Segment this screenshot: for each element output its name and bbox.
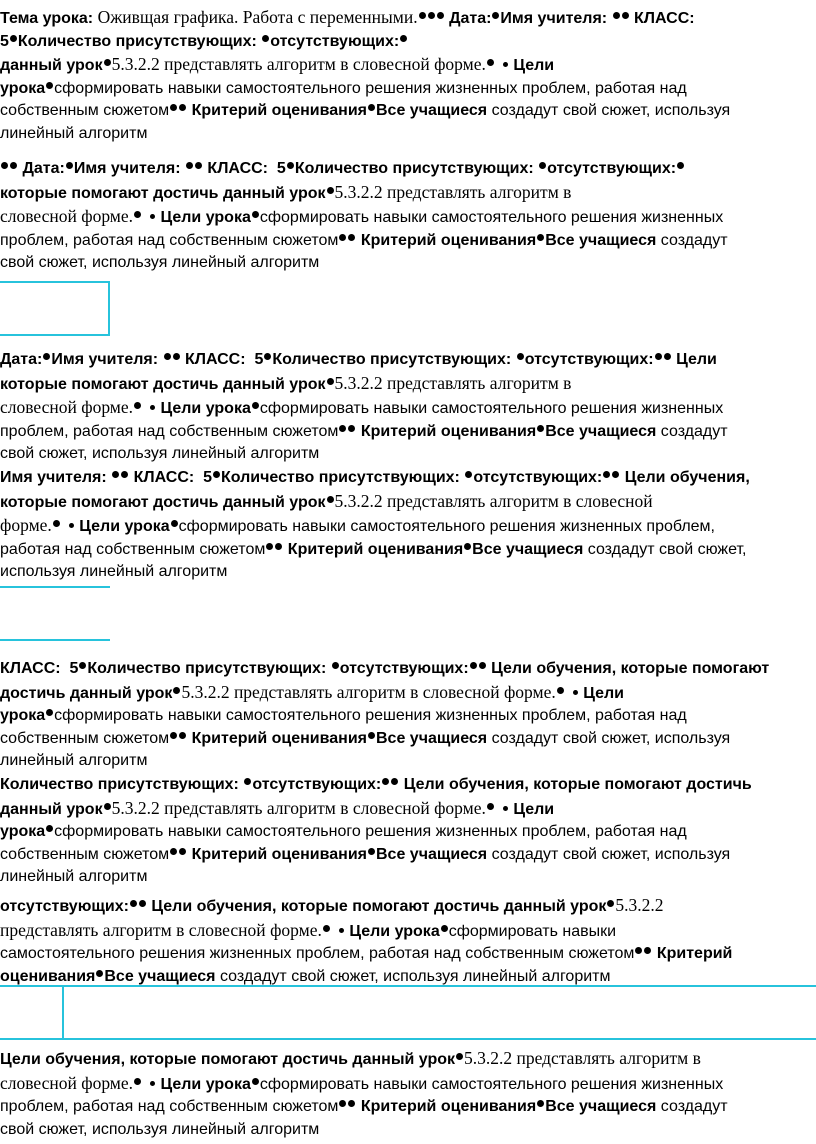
class-num: 5 <box>203 469 212 486</box>
cr-f: используя линейный алгоритм <box>0 563 228 580</box>
bullet-icon <box>348 234 355 241</box>
bullet-icon <box>655 353 662 360</box>
obj-d: форме. <box>270 919 322 940</box>
urok: урока <box>0 707 46 724</box>
class: КЛАСС: <box>133 469 195 486</box>
criterion: Критерий оценивания <box>360 1098 537 1115</box>
present: Количество присутствующих: <box>294 160 534 177</box>
bullet-icon <box>382 778 389 785</box>
bullet-icon <box>66 162 73 169</box>
cr-c: создадут <box>660 231 728 249</box>
bullet-icon <box>130 900 137 907</box>
bullet-icon <box>121 471 128 478</box>
class-num: 5 <box>254 351 264 368</box>
bullet-icon <box>173 687 180 694</box>
all-students: Все учащиеся <box>545 231 657 249</box>
cl-a: сформировать навыки самостоятельного решения жизненных проблем, работая над <box>54 707 687 724</box>
bullet-icon <box>112 471 119 478</box>
goals: Цели <box>676 351 717 368</box>
bullet-icon <box>10 162 17 169</box>
criterion: Критерий оценивания <box>360 231 537 249</box>
criterion: Критерий оценивания <box>191 102 367 119</box>
bullet-icon <box>470 662 477 669</box>
absent: отсутствующих: <box>524 351 654 368</box>
topic-label: Тема урока: <box>0 10 94 27</box>
class: КЛАСС: <box>634 10 695 27</box>
bullet-icon <box>10 35 17 42</box>
bullet-icon <box>170 732 177 739</box>
cl-d: проблем, работая над собственным сюжетом <box>0 1098 339 1115</box>
cl-a: сформировать навыки самостоятельного решения жизненных проблем, работая над <box>54 823 687 840</box>
bullet-icon <box>134 1078 141 1085</box>
topic-value: Оживщая графика. Работа с переменными. <box>97 7 418 27</box>
bullet-icon <box>464 543 471 550</box>
lesson-block-7 <box>0 894 816 988</box>
cr-a: создадут свой сюжет, используя <box>219 967 459 985</box>
class-num: 5 <box>276 160 286 177</box>
bullet-icon <box>171 520 178 527</box>
cl-e: сформировать навыки самостоятельного решения жизненных проблем, <box>178 518 715 535</box>
cr-a: создадут свой сюжет, используя <box>491 729 731 747</box>
urok: урока <box>0 823 46 840</box>
goals-lesson: Цели урока <box>160 400 251 417</box>
obj-e: 5.3.2.2 <box>615 895 664 915</box>
bullet-icon <box>612 471 619 478</box>
cr-d: свой сюжет, используя линейный алгоритм <box>0 1120 320 1138</box>
bullet-icon <box>43 353 50 360</box>
goals-lesson: Цели урока <box>160 209 251 226</box>
goals-learning-b: которые помогают достичь данный урок <box>0 184 326 202</box>
lesson-block-2 <box>0 158 816 275</box>
bullet-icon <box>327 496 334 503</box>
bullet-icon <box>479 662 486 669</box>
objective: 5.3.2.2 представлять алгоритм в словесной форме. <box>111 797 486 818</box>
bullet-icon <box>339 234 346 241</box>
bullet-icon <box>428 12 435 19</box>
bullet-icon <box>96 970 103 977</box>
cl-a: сформировать навыки самостоятельного решения жизненных проблем, работая над <box>54 79 687 97</box>
cl-c: сформировать навыки самостоятельного решения жизненных <box>259 400 724 417</box>
table-border <box>108 281 110 336</box>
bullet-icon <box>339 425 346 432</box>
criterion: Критерий оценивания <box>360 422 537 440</box>
class: КЛАСС: <box>207 160 269 177</box>
cl-h: самостоятельного решения жизненных проблем, работая над собственным сюжетом <box>0 945 635 962</box>
lesson-block-6 <box>0 774 816 889</box>
cr-d: свой сюжет, используя линейный алгоритм <box>0 445 320 462</box>
goals-learning-a: Цели обучения, <box>624 469 750 486</box>
bullet-icon <box>348 425 355 432</box>
cr-b: линейный алгоритм <box>463 967 611 985</box>
all-students: Все учащиеся <box>376 729 488 747</box>
goals-lesson: Цели урока <box>160 1075 251 1093</box>
goals-learning: Цели обучения, которые помогают достичь данный урок <box>151 898 607 915</box>
absent: отсутствующих: <box>252 776 382 793</box>
bullet-icon <box>179 732 186 739</box>
cl-d: проблем, работая над собственным сюжетом <box>0 231 339 249</box>
cl-c: сформировать навыки самостоятельного решения жизненных <box>259 1075 724 1093</box>
table-border <box>62 985 64 1039</box>
obj-g: представлять алгоритм в словесной <box>0 919 266 940</box>
date: Дата: <box>449 10 492 27</box>
cl-b: собственным сюжетом <box>0 845 170 863</box>
bullet-icon <box>517 353 524 360</box>
bullet-icon <box>170 104 177 111</box>
goals-learning-e: Цели обучения, которые помогают достичь <box>403 776 752 793</box>
bullet-icon <box>186 162 193 169</box>
goals-learning-b: которые помогают достичь данный урок <box>0 493 326 511</box>
cr-b: линейный алгоритм <box>0 124 148 142</box>
cr-a: создадут свой сюжет, используя <box>491 102 731 119</box>
bullet-icon <box>327 187 334 194</box>
bullet-icon <box>164 353 171 360</box>
obj-c: 5.3.2.2 представлять алгоритм в словесной <box>334 490 653 511</box>
obj-a: 5.3.2.2 представлять алгоритм в <box>334 181 572 202</box>
bullet-icon <box>275 543 282 550</box>
cr-c: создадут <box>660 1098 728 1115</box>
goals: Цели <box>513 57 555 74</box>
bullet-icon <box>635 947 642 954</box>
given-lesson: данный урок <box>0 800 103 818</box>
bullet-icon <box>139 900 146 907</box>
present: Количество присутствующих: <box>0 776 239 793</box>
bullet-icon <box>487 59 494 66</box>
obj-d: форме. <box>0 515 52 535</box>
bullet-icon <box>170 848 177 855</box>
bullet-icon <box>134 211 141 218</box>
table-border <box>0 639 110 641</box>
absent: отсутствующих: <box>547 160 677 177</box>
bullet-icon <box>332 662 339 669</box>
all-students: Все учащиеся <box>545 1098 657 1115</box>
bullet-icon <box>266 543 273 550</box>
bullet-icon <box>339 928 344 933</box>
absent: отсутствующих: <box>339 660 469 677</box>
bullet-icon <box>348 1100 355 1107</box>
cl-g: сформировать навыки <box>448 922 617 940</box>
bullet-icon <box>368 732 375 739</box>
table-border <box>0 334 110 336</box>
bullet-icon <box>607 900 614 907</box>
bullet-icon <box>368 104 375 111</box>
goals-learning-d: достичь данный урок <box>0 684 173 702</box>
bullet-icon <box>195 162 202 169</box>
bullet-icon <box>46 82 53 89</box>
bullet-icon <box>252 1078 259 1085</box>
cl-b: собственным сюжетом <box>0 102 170 119</box>
bullet-icon <box>400 35 407 42</box>
bullet-icon <box>677 162 684 169</box>
bullet-icon <box>503 62 508 67</box>
obj-b: словесной форме. <box>0 206 134 226</box>
bullet-icon <box>327 378 334 385</box>
teacher: Имя учителя: <box>73 160 181 177</box>
objective: 5.3.2.2 представлять алгоритм в словесной форме. <box>181 681 556 702</box>
goals-learning-b: которые помогают достичь данный урок <box>0 375 326 393</box>
criterion: Критерий оценивания <box>287 540 464 558</box>
goals-learning-c: Цели обучения, которые помогают <box>491 660 770 677</box>
cl-f: работая над собственным сюжетом <box>0 540 266 558</box>
lesson-block-8 <box>0 1047 816 1141</box>
obj-a: 5.3.2.2 представлять алгоритм в <box>334 372 572 393</box>
bullet-icon <box>150 1081 155 1086</box>
bullet-icon <box>323 925 330 932</box>
class-num: 5 <box>69 660 79 677</box>
bullet-icon <box>252 211 259 218</box>
present: Количество присутствующих: <box>221 469 460 486</box>
objective: 5.3.2.2 представлять алгоритм в словесной форме. <box>111 54 486 74</box>
absent: отсутствующих: <box>473 469 603 486</box>
given-lesson: данный урок <box>0 57 103 74</box>
all-students: Все учащиеся <box>104 967 216 985</box>
obj-a: 5.3.2.2 представлять алгоритм в <box>464 1048 701 1068</box>
bullet-icon <box>391 778 398 785</box>
bullet-icon <box>69 523 74 528</box>
bullet-icon <box>603 471 610 478</box>
criterion: Критерий оценивания <box>191 845 367 863</box>
lesson-block-5 <box>0 658 816 773</box>
all-students: Все учащиеся <box>376 845 488 863</box>
lesson-block-1 <box>0 6 816 145</box>
cr-b: линейный алгоритм <box>0 868 148 885</box>
goals-lesson: Цели урока <box>79 518 170 535</box>
cr-e: создадут свой сюжет, <box>587 540 747 558</box>
bullet-icon <box>487 803 494 810</box>
obj-b: словесной форме. <box>0 397 134 417</box>
bullet-icon <box>79 662 86 669</box>
urok: урока <box>0 79 46 97</box>
bullet-icon <box>252 402 259 409</box>
bullet-icon <box>213 471 220 478</box>
criterion: Критерий оценивания <box>191 729 367 747</box>
all-students: Все учащиеся <box>545 422 657 440</box>
bullet-icon <box>287 162 294 169</box>
class: КЛАСС: <box>0 660 61 677</box>
lesson-block-4 <box>0 467 816 584</box>
bullet-icon <box>492 12 499 19</box>
bullet-icon <box>537 425 544 432</box>
bullet-icon <box>179 104 186 111</box>
bullet-icon <box>150 405 155 410</box>
bullet-icon <box>1 162 8 169</box>
bullet-icon <box>644 947 651 954</box>
date: Дата: <box>22 160 65 177</box>
bullet-icon <box>134 402 141 409</box>
bullet-icon <box>104 803 111 810</box>
bullet-icon <box>456 1053 463 1060</box>
bullet-icon <box>104 59 111 66</box>
cl-c: сформировать навыки самостоятельного решения жизненных <box>259 209 724 226</box>
cr-b: линейный алгоритм <box>0 752 148 769</box>
goals-learning: Цели обучения, которые помогают достичь данный урок <box>0 1051 455 1068</box>
bullet-icon <box>465 471 472 478</box>
all-students: Все учащиеся <box>376 102 488 119</box>
cr-a: создадут свой сюжет, используя <box>491 845 731 863</box>
bullet-icon <box>244 778 251 785</box>
bullet-icon <box>557 687 564 694</box>
table-border <box>0 281 110 283</box>
bullet-icon <box>368 848 375 855</box>
bullet-icon <box>339 1100 346 1107</box>
bullet-icon <box>503 806 508 811</box>
bullet-icon <box>613 12 620 19</box>
bullet-icon <box>441 925 448 932</box>
bullet-icon <box>419 12 426 19</box>
table-border <box>0 586 110 588</box>
goals: Цели <box>513 800 555 818</box>
table-border <box>0 985 816 987</box>
all-students: Все учащиеся <box>472 540 584 558</box>
crit-b: оценивания <box>0 967 96 985</box>
table-border <box>0 1038 816 1040</box>
cr-d: свой сюжет, используя линейный алгоритм <box>0 254 320 271</box>
absent: отсутствующих: <box>270 32 400 50</box>
bullet-icon <box>173 353 180 360</box>
class-num: 5 <box>0 32 9 50</box>
present: Количество присутствующих: <box>272 351 512 368</box>
present: Количество присутствующих: <box>17 32 257 50</box>
crit-a: Критерий <box>656 945 733 962</box>
bullet-icon <box>150 214 155 219</box>
obj-b: словесной форме. <box>0 1072 134 1093</box>
present: Количество присутствующих: <box>87 660 327 677</box>
bullet-icon <box>537 234 544 241</box>
bullet-icon <box>573 690 578 695</box>
cl-b: собственным сюжетом <box>0 729 170 747</box>
cl-d: проблем, работая над собственным сюжетом <box>0 422 339 440</box>
bullet-icon <box>264 353 271 360</box>
cr-c: создадут <box>660 422 728 440</box>
bullet-icon <box>664 353 671 360</box>
teacher: Имя учителя: <box>0 469 107 486</box>
bullet-icon <box>179 848 186 855</box>
goals-lesson: Цели урока <box>349 922 440 940</box>
teacher: Имя учителя: <box>51 351 159 368</box>
bullet-icon <box>537 1100 544 1107</box>
teacher: Имя учителя: <box>500 10 608 27</box>
class: КЛАСС: <box>184 351 246 368</box>
absent: отсутствующих: <box>0 898 129 915</box>
bullet-icon <box>437 12 444 19</box>
bullet-icon <box>622 12 629 19</box>
bullet-icon <box>46 709 53 716</box>
bullet-icon <box>262 35 269 42</box>
bullet-icon <box>46 825 53 832</box>
lesson-block-3 <box>0 349 816 466</box>
bullet-icon <box>53 520 60 527</box>
bullet-icon <box>539 162 546 169</box>
goals: Цели <box>583 684 624 702</box>
date: Дата: <box>0 351 43 368</box>
